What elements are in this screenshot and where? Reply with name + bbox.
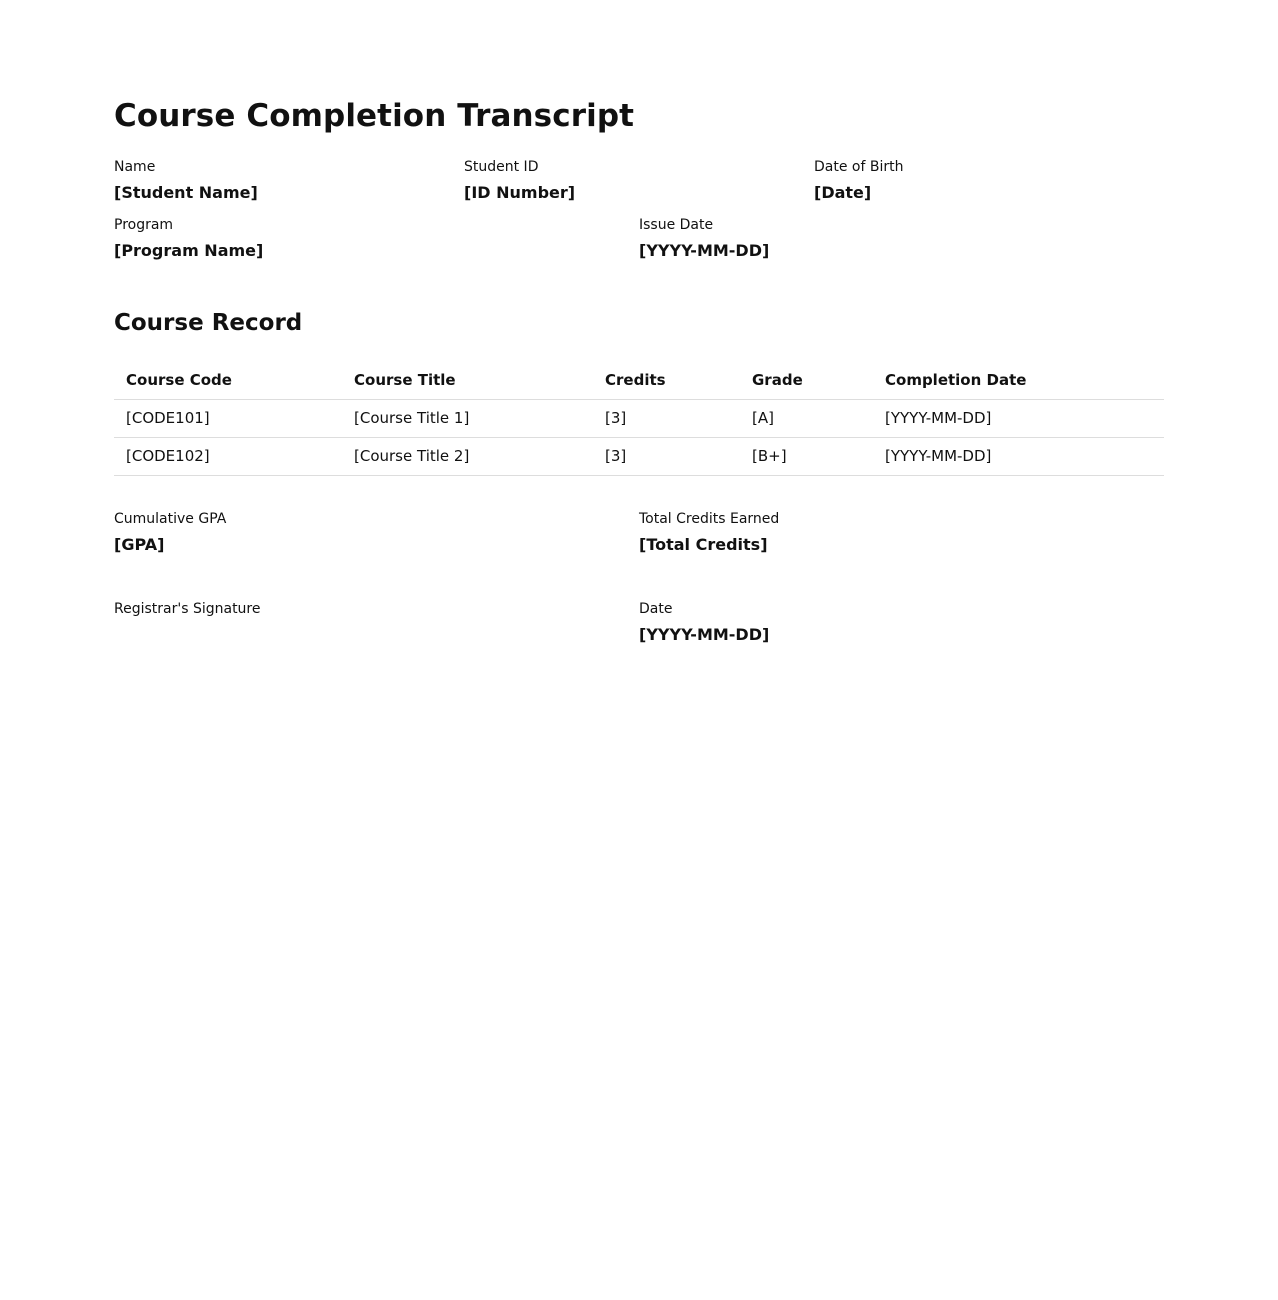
program-info-row [114, 216, 1164, 262]
cell-course-code: [CODE102] [114, 438, 342, 476]
cell-course-title: [Course Title 2] [342, 438, 593, 476]
page-title: Course Completion Transcript [114, 98, 635, 134]
issue-date-label: Issue Date [639, 217, 714, 233]
dob-value: [Date] [814, 183, 872, 202]
transcript-document [114, 96, 1164, 646]
total-credits-field [639, 510, 1164, 556]
cell-credits: [3] [593, 438, 740, 476]
issue-date-field [639, 216, 1164, 262]
student-info-row [114, 158, 1164, 204]
gpa-label: Cumulative GPA [114, 511, 227, 527]
dob-field [814, 158, 1164, 204]
summary-row [114, 510, 1164, 556]
total-credits-label: Total Credits Earned [639, 511, 780, 527]
column-header-grade: Grade [740, 362, 873, 400]
column-header-course-code: Course Code [114, 362, 342, 400]
cell-completion-date: [YYYY-MM-DD] [873, 438, 1164, 476]
student-id-label: Student ID [464, 159, 539, 175]
signature-date-value: [YYYY-MM-DD] [639, 625, 770, 644]
name-value: [Student Name] [114, 183, 258, 202]
registrar-signature-field [114, 600, 639, 646]
total-credits-value: [Total Credits] [639, 535, 768, 554]
table-row [114, 438, 1164, 476]
column-header-completion-date: Completion Date [873, 362, 1164, 400]
program-value: [Program Name] [114, 241, 264, 260]
cell-completion-date: [YYYY-MM-DD] [873, 400, 1164, 438]
program-field [114, 216, 639, 262]
cell-course-title: [Course Title 1] [342, 400, 593, 438]
signature-date-label: Date [639, 601, 673, 617]
cell-grade: [B+] [740, 438, 873, 476]
cell-course-code: [CODE101] [114, 400, 342, 438]
signature-date-field [639, 600, 1164, 646]
gpa-value: [GPA] [114, 535, 165, 554]
cell-credits: [3] [593, 400, 740, 438]
course-record-table [114, 362, 1164, 476]
name-label: Name [114, 159, 156, 175]
course-record-heading: Course Record [114, 310, 303, 336]
name-field [114, 158, 464, 204]
cell-grade: [A] [740, 400, 873, 438]
table-row [114, 400, 1164, 438]
column-header-credits: Credits [593, 362, 740, 400]
student-id-field [464, 158, 814, 204]
student-id-value: [ID Number] [464, 183, 576, 202]
issue-date-value: [YYYY-MM-DD] [639, 241, 770, 260]
dob-label: Date of Birth [814, 159, 904, 175]
gpa-field [114, 510, 639, 556]
table-header-row [114, 362, 1164, 400]
registrar-signature-label: Registrar's Signature [114, 601, 261, 617]
program-label: Program [114, 217, 174, 233]
column-header-course-title: Course Title [342, 362, 593, 400]
signature-row [114, 600, 1164, 646]
